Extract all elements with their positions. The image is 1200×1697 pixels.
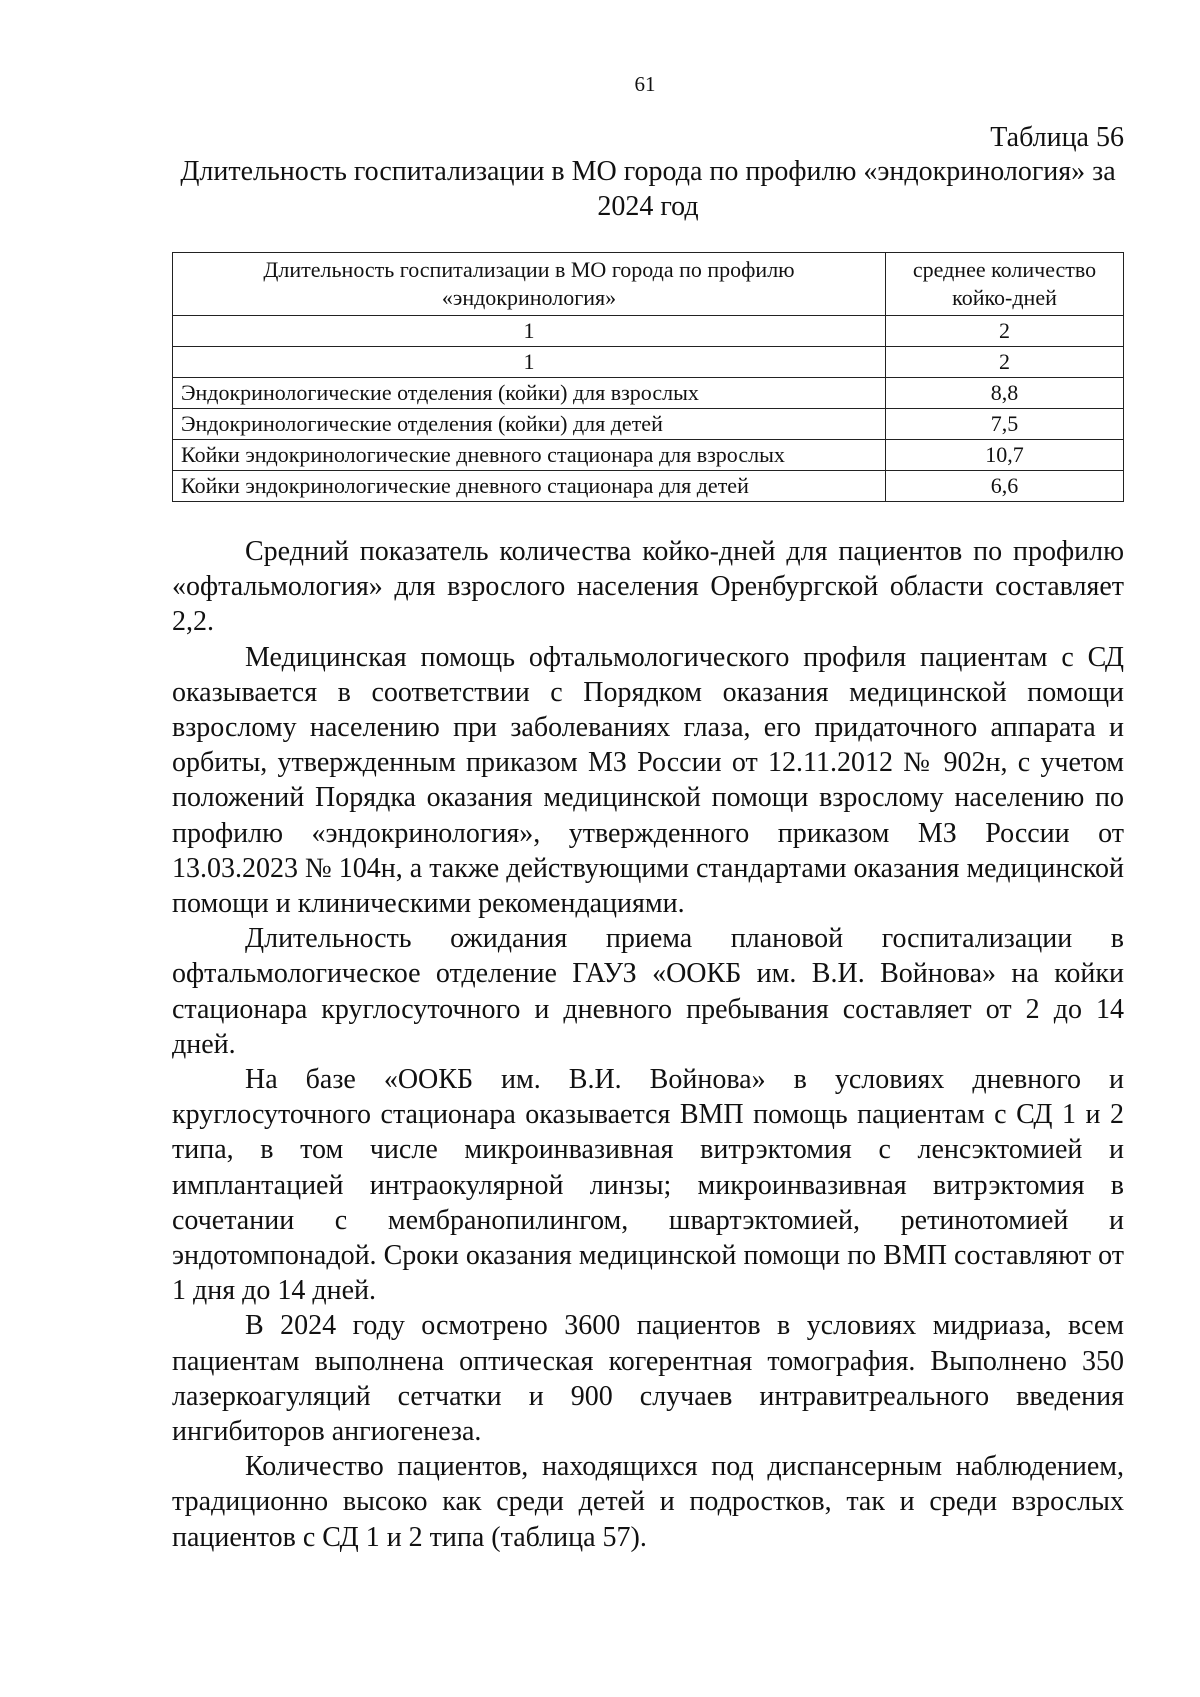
table-row: [173, 409, 1124, 440]
page-number: 61: [634, 72, 656, 96]
table-row: [173, 347, 1124, 378]
table-cell: 2: [886, 347, 1124, 378]
table-label: Таблица 56: [990, 122, 1124, 153]
paragraph: В 2024 году осмотрено 3600 пациентов в условиях мидриаза, всем пациентам выполнена оптическая когерентная томография. Выполнено 350 лазеркоагуляций сетчатки и 900 случаев интравитреального введения ингибиторов ангиогенеза.: [172, 1310, 1124, 1448]
table-cell: Эндокринологические отделения (койки) для взрослых: [173, 378, 886, 409]
paragraph: На базе «ООКБ им. В.И. Войнова» в условиях дневного и круглосуточного стационара оказывается ВМП помощь пациентам с СД 1 и 2 типа, в том числе микроинвазивная витрэктомия с ленсэктомией и имплантацией интраокулярной линзы; микроинвазивная витрэктомия в сочетании с мембранопилингом, швартэктомией, ретинотомией и эндотомпонадой. Сроки оказания медицинской помощи по ВМП составляют от 1 дня до 14 дней.: [172, 1064, 1124, 1307]
table-cell: 1: [173, 316, 886, 347]
table-row: [173, 471, 1124, 502]
table-row: [173, 440, 1124, 471]
table-cell: 7,5: [886, 409, 1124, 440]
table-cell: 8,8: [886, 378, 1124, 409]
paragraph: Длительность ожидания приема плановой госпитализации в офтальмологическое отделение ГАУЗ «ООКБ им. В.И. Войнова» на койки стационара круглосуточного и дневного пребывания составляет от 2 до 14 дней.: [172, 923, 1124, 1060]
header-avg-bed-days: среднее количество койко-дней: [886, 253, 1124, 316]
table-cell: Койки эндокринологические дневного стационара для детей: [173, 471, 886, 502]
table-row: [173, 316, 1124, 347]
table-row: [173, 378, 1124, 409]
table-cell: 10,7: [886, 440, 1124, 471]
table-header-row: [173, 253, 1124, 316]
header-profile: Длительность госпитализации в МО города по профилю «эндокринология»: [173, 253, 886, 316]
paragraph: Медицинская помощь офтальмологического профиля пациентам с СД оказывается в соответствии с Порядком оказания медицинской помощи взрослому населению при заболеваниях глаза, его придаточного аппарата и орбиты, утвержденным приказом МЗ России от 12.11.2012 № 902н, с учетом положений Порядка оказания медицинской помощи взрослому населению по профилю «эндокринология», утвержденного приказом МЗ России от 13.03.2023 № 104н, а также действующими стандартами оказания медицинской помощи и клиническими рекомендациями.: [172, 641, 1124, 920]
body-text: [172, 534, 1124, 1555]
table-cell: 1: [173, 347, 886, 378]
hospitalization-table: [172, 252, 1124, 502]
table-cell: Койки эндокринологические дневного стационара для взрослых: [173, 440, 886, 471]
table-title: Длительность госпитализации в МО города по профилю «эндокринология» за 2024 год: [180, 156, 1116, 222]
paragraph: Количество пациентов, находящихся под диспансерным наблюдением, традиционно высоко как среди детей и подростков, так и среди взрослых пациентов с СД 1 и 2 типа (таблица 57).: [172, 1451, 1124, 1553]
table-cell: 6,6: [886, 471, 1124, 502]
paragraph: Средний показатель количества койко-дней для пациентов по профилю «офтальмология» для взрослого населения Оренбургской области составляет 2,2.: [172, 536, 1124, 638]
table-cell: 2: [886, 316, 1124, 347]
table-cell: Эндокринологические отделения (койки) для детей: [173, 409, 886, 440]
